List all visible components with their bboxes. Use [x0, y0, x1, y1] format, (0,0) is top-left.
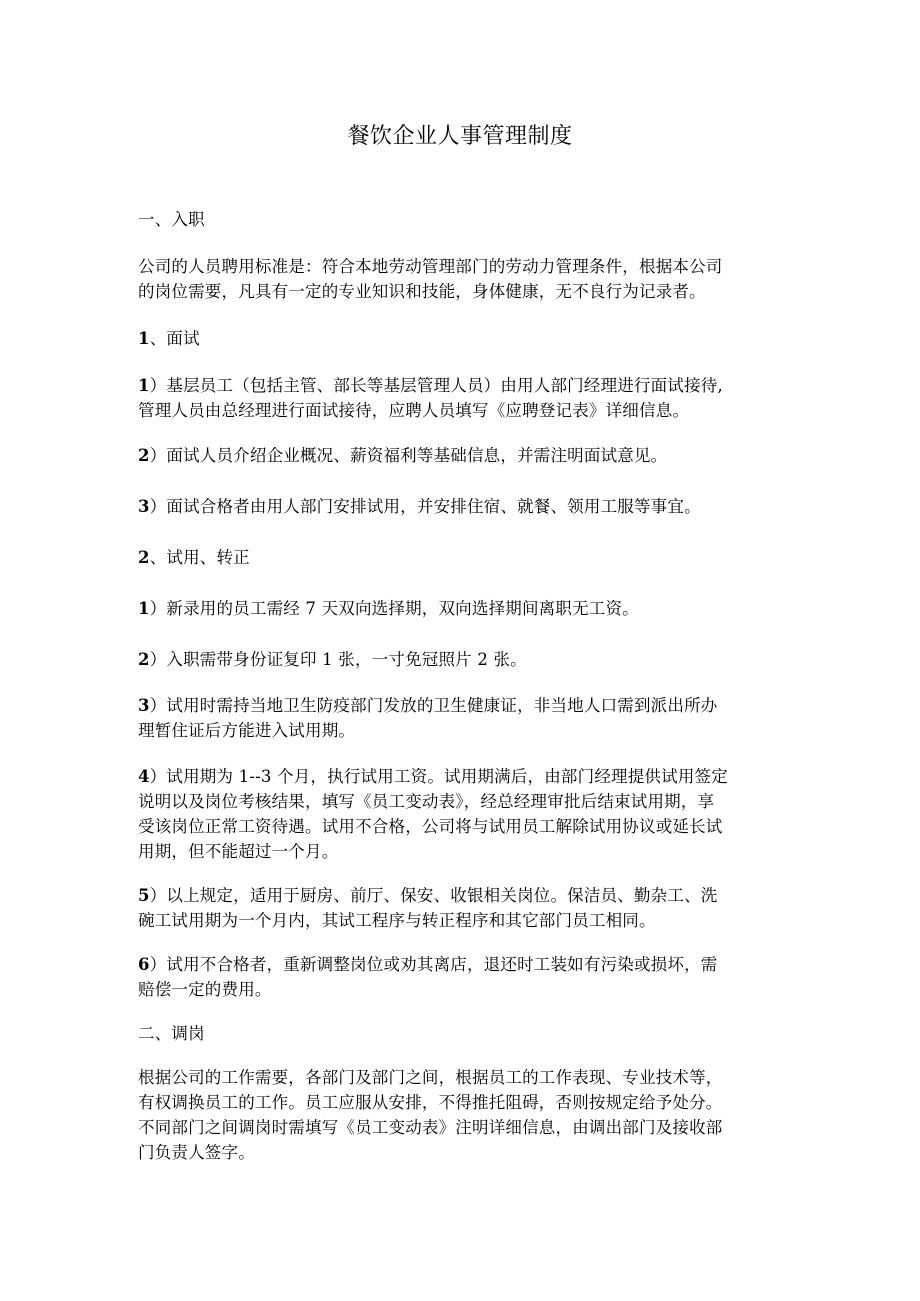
- heading-text: 、面试: [149, 329, 200, 348]
- paragraph-line: 根据公司的工作需要，各部门及部门之间，根据员工的工作表现、专业技术等，: [138, 1068, 723, 1087]
- paragraph-line: 门负责人签字。: [138, 1143, 255, 1162]
- paragraph-line: 有权调换员工的工作。员工应服从安排，不得推托阻碍，否则按规定给予处分。: [138, 1093, 723, 1112]
- item-text: ）以上规定，适用于厨房、前厅、保安、收银相关岗位。保洁员、勤杂工、洗: [149, 886, 718, 905]
- item-text: 理暂住证后方能进入试用期。: [138, 721, 356, 740]
- heading-text: 二、调岗: [138, 1024, 205, 1043]
- item-text: ）试用时需持当地卫生防疫部门发放的卫生健康证，非当地人口需到派出所办: [149, 696, 718, 715]
- document-title: 餐饮企业人事管理制度: [347, 124, 573, 149]
- item-number: 5: [138, 886, 150, 905]
- probation-item-1: [138, 596, 786, 621]
- probation-item-2: [138, 647, 786, 672]
- onboarding-intro: [138, 254, 786, 304]
- section-heading-onboarding: [138, 207, 786, 232]
- interview-item-3: [138, 494, 786, 519]
- probation-item-5: [138, 883, 786, 933]
- heading-number: 1: [138, 329, 150, 348]
- paragraph-line: 不同部门之间调岗时需填写《员工变动表》注明详细信息，由调出部门及接收部: [138, 1118, 723, 1137]
- item-number: 1: [138, 376, 150, 395]
- item-text: ）面试合格者由用人部门安排试用，并安排住宿、就餐、领用工服等事宜。: [149, 497, 701, 516]
- item-number: 2: [138, 650, 150, 669]
- heading-text: 一、入职: [138, 210, 205, 229]
- item-text: ）基层员工（包括主管、部长等基层管理人员）由用人部门经理进行面试接待,: [149, 376, 723, 395]
- probation-item-4: [138, 764, 786, 864]
- paragraph-line: 公司的人员聘用标准是：符合本地劳动管理部门的劳动力管理条件，根据本公司: [138, 257, 723, 276]
- item-text: 管理人员由总经理进行面试接待，应聘人员填写《应聘登记表》详细信息。: [138, 401, 690, 420]
- probation-item-3: [138, 693, 786, 743]
- item-text: ）试用不合格者，重新调整岗位或劝其离店，退还时工装如有污染或损坏，需: [149, 955, 718, 974]
- interview-item-2: [138, 443, 786, 468]
- subsection-heading-probation: [138, 545, 786, 570]
- item-text: ）入职需带身份证复印 1 张，一寸免冠照片 2 张。: [149, 650, 527, 669]
- section-heading-transfer: [138, 1021, 786, 1046]
- item-text: 受该岗位正常工资待遇。试用不合格，公司将与试用员工解除试用协议或延长试: [138, 817, 723, 836]
- probation-item-6: [138, 952, 786, 1002]
- item-text: 用期，但不能超过一个月。: [138, 842, 339, 861]
- item-text: ）试用期为 1--3 个月，执行试用工资。试用期满后，由部门经理提供试用签定: [149, 767, 728, 786]
- item-number: 3: [138, 696, 150, 715]
- interview-item-1: [138, 373, 786, 423]
- heading-number: 2: [138, 548, 150, 567]
- item-number: 6: [138, 955, 150, 974]
- transfer-paragraph: [138, 1065, 786, 1165]
- paragraph-line: 的岗位需要，凡具有一定的专业知识和技能，身体健康，无不良行为记录者。: [138, 282, 706, 301]
- item-number: 2: [138, 446, 150, 465]
- heading-text: 、试用、转正: [149, 548, 250, 567]
- item-number: 4: [138, 767, 150, 786]
- item-text: 赔偿一定的费用。: [138, 980, 272, 999]
- item-text: 碗工试用期为一个月内，其试工程序与转正程序和其它部门员工相同。: [138, 911, 656, 930]
- item-text: ）新录用的员工需经 7 天双向选择期，双向选择期间离职无工资。: [149, 599, 639, 618]
- item-text: ）面试人员介绍企业概况、薪资福利等基础信息，并需注明面试意见。: [149, 446, 668, 465]
- item-number: 3: [138, 497, 150, 516]
- item-text: 说明以及岗位考核结果，填写《员工变动表》，经总经理审批后结束试用期，享: [138, 792, 715, 811]
- item-number: 1: [138, 599, 150, 618]
- subsection-heading-interview: [138, 326, 786, 351]
